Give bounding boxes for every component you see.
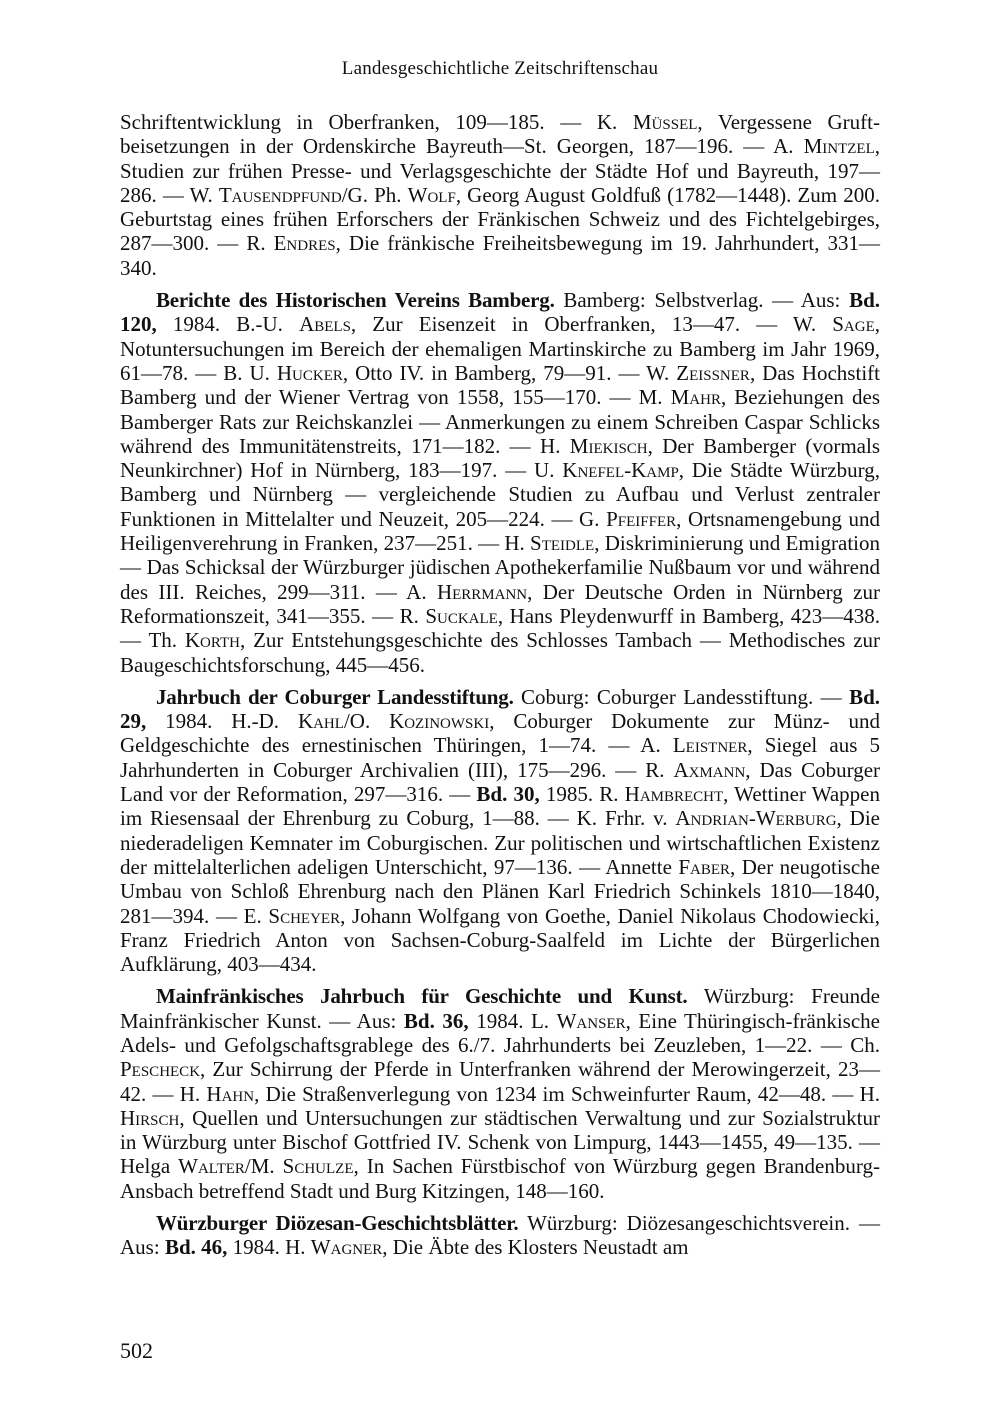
author-name: Wagner (310, 1235, 383, 1260)
journal-title: Mainfränkisches Jahrbuch für Geschichte und Kunst. (156, 984, 688, 1009)
author-name: Wanser (556, 1008, 626, 1033)
bibliography-body (120, 110, 880, 1268)
author-name: Scheyer (268, 903, 341, 928)
author-name: Pescheck (120, 1057, 201, 1082)
author-name: Hucker (276, 360, 343, 385)
entry-text: , Das Coburger Land vor der Reformation, 297—316. — (120, 757, 881, 807)
author-name: Müssel (632, 110, 698, 134)
entry-text: , Quellen und Untersuchungen zur städtischen Verwaltung und zur Sozialstruktur in Würzburg unter Bischof Gottfried IV. Schenk von Limpurg, 1443—1455, 49—135. — Helga (120, 1105, 880, 1179)
author-name: Abels (299, 312, 351, 337)
entry-text: , Zur Entstehungsgeschichte des Schlosses Tambach — Methodisches zur Baugeschichtsforschung, 445—456. (120, 628, 881, 677)
entry-text: Bamberg: Selbstverlag. — Aus: (554, 288, 850, 313)
author-name: Pfeiffer (606, 506, 677, 531)
entry-text: , Die niederadeligen Kemnater im Coburgischen. Zur politischen und wirtschaftlichen Existenz der mittelalterlichen adeligen Unterschicht, 97—136. — Annette (120, 806, 880, 879)
volume-label: Bd. 30, (476, 782, 540, 807)
page-number: 502 (120, 1338, 153, 1363)
entry-text: Würzburg: Diözesangeschichtsverein. — Aus: (120, 1211, 880, 1260)
author-name: Mintzel (803, 134, 875, 159)
author-name: Wolf (407, 182, 456, 207)
author-name: Tausendpfund (218, 182, 342, 207)
entry-text: 1984. L. (468, 1008, 557, 1033)
author-name: Steidle (530, 531, 595, 556)
entry-text: , Der Bamberger (vormals Neunkirchner) Hof in Nürnberg, 183—197. — U. (120, 433, 880, 483)
entry-text: 1984. H. (227, 1235, 311, 1260)
entry-text: , Zur Eisenzeit in Oberfranken, 13—47. — W. (350, 312, 833, 337)
volume-label: Bd. 120, (120, 288, 880, 337)
entry-paragraph-bamberg (120, 288, 880, 677)
entry-text: Schriftentwicklung in Oberfranken, 109—185. — K. (120, 110, 633, 134)
author-name: Kahl (297, 709, 344, 734)
author-name: Endres (273, 231, 336, 256)
journal-title: Würzburger Diözesan-Geschichtsblätter. (156, 1211, 519, 1236)
author-name: Suckale (425, 603, 498, 628)
volume-label: Bd. 46, (164, 1235, 228, 1260)
entry-paragraph-wuerzburg (120, 1211, 880, 1260)
author-name: Kozinowski (389, 709, 490, 734)
entry-text: , Der neugotische Umbau von Schloß Ehrenburg nach den Plänen Karl Friedrich Schinkels 1810—1840, 281—394. — E. (120, 854, 880, 928)
entry-text: , Notuntersuchungen im Bereich der ehemaligen Martinskirche zu Bamberg im Jahr 1969, 61—78. — B. U. (120, 312, 880, 385)
author-name: Hirsch (120, 1105, 180, 1130)
volume-label: Bd. 36, (403, 1008, 469, 1033)
running-head: Landesgeschichtliche Zeitschriftenschau (341, 58, 659, 79)
entry-text: , Beziehungen des Bamberger Rats zur Reichskanzlei — Anmerkungen zu einem Schreiben Caspar Schlicks während des Immunitätenstreits, 171—182. — H. (120, 385, 880, 458)
entry-text: , Studien zur frühen Presse- und Verlagsgeschichte der Städte Hof und Bayreuth, 197—286. — W. (120, 134, 880, 207)
entry-text: , Die Straßenverlegung von 1234 im Schweinfurter Raum, 42—48. — H. (254, 1081, 880, 1106)
author-name: Zeissner (676, 360, 750, 385)
entry-paragraph-mainfranken (120, 984, 880, 1203)
author-name: Korth (184, 628, 240, 653)
author-name: Mahr (670, 385, 721, 410)
entry-text: , Der Deutsche Orden in Nürnberg zur Reformationszeit, 341—355. — R. (120, 579, 880, 628)
entry-text: , Die Städte Würzburg, Bamberg und Nürnberg — vergleichende Studien zu Aufbau und Verlust zentraler Funktionen in Mittelalter und Neuzeit, 205—224. — G. (120, 458, 880, 531)
entry-text: Würzburg: Freunde Mainfränkischer Kunst. — Aus: (120, 984, 880, 1033)
entry-text: Coburg: Coburger Landesstiftung. — (513, 684, 850, 709)
journal-title: Berichte des Historischen Vereins Bamberg. (156, 288, 555, 313)
entry-text: , In Sachen Fürstbischof von Würzburg gegen Brandenburg-Ansbach betreffend Stadt und Burg Kitzingen, 148—160. (120, 1154, 880, 1203)
author-name: Knefel-Kamp (562, 458, 679, 483)
entry-text: 1985. R. (539, 782, 625, 807)
author-name: Sage (832, 312, 875, 337)
entry-paragraph-coburg (120, 685, 880, 977)
journal-title: Jahrbuch der Coburger Landesstiftung. (156, 684, 514, 709)
author-name: Andrian-Werburg (675, 806, 837, 831)
entry-text: , Das Hochstift Bamberg und der Wiener Vertrag von 1558, 155—170. — M. (120, 360, 880, 410)
entry-text: , Diskriminierung und Emigration — Das Schicksal der Würzburger jüdischen Apothekerfamilie Nußbaum vor und während des III. Reiches, 299—311. — A. (120, 531, 880, 604)
entry-text: , Georg August Goldfuß (1782—1448). Zum 200. Geburtstag eines frühen Erforschers der Fränkischen Schweiz und des Fichtelgebirges, 287—300. — R. (120, 182, 880, 256)
entry-text: , Eine Thüringisch-fränkische Adels- und Gefolgschaftsgrablege des 6./7. Jahrhunderts bei Zeuzleben, 1—22. — Ch. (120, 1008, 880, 1057)
entry-text: , Die fränkische Freiheitsbewegung im 19. Jahrhundert, 331—340. (120, 231, 880, 280)
author-name: Herrmann (436, 579, 528, 604)
entry-text: , Zur Schirrung der Pferde in Unterfranken während der Merowingerzeit, 23—42. — H. (120, 1057, 880, 1106)
author-name: Hambrecht (624, 782, 724, 807)
entry-text: , Ortsnamengebung und Heiligenverehrung in Franken, 237—251. — H. (120, 506, 880, 556)
author-name: Miekisch (569, 433, 648, 458)
author-name: Walter (178, 1154, 245, 1179)
entry-text: , Vergessene Gruftbeisetzungen in der Ordenskirche Bayreuth—St. Georgen, 187—196. — A. (120, 110, 881, 159)
entry-text: , Wettiner Wappen im Riesensaal der Ehrenburg zu Coburg, 1—88. — K. Frhr. v. (120, 782, 880, 831)
entry-text: , Johann Wolfgang von Goethe, Daniel Nikolaus Chodowiecki, Franz Friedrich Anton von Sachsen-Coburg-Saalfeld im Lichte der Bürgerlichen Aufklärung, 403—434. (120, 903, 880, 977)
entry-text: , Otto IV. in Bamberg, 79—91. — W. (342, 360, 677, 385)
author-name: Axmann (673, 757, 746, 782)
entry-text: /O. (343, 709, 390, 734)
entry-paragraph-oberfranken (120, 110, 880, 280)
entry-text: 1984. H.-D. (146, 709, 298, 734)
entry-text: , Coburger Dokumente zur Münz- und Geldgeschichte des ernestinischen Thüringen, 1—74. — A. (120, 709, 881, 758)
author-name: Leistner (672, 733, 748, 758)
author-name: Faber (678, 854, 731, 879)
volume-label: Bd. 29, (120, 684, 880, 734)
entry-text: , Siegel aus 5 Jahrhunderten in Coburger Archivalien (III), 175—296. — R. (120, 733, 880, 782)
entry-text: /G. Ph. (341, 182, 408, 207)
entry-text: /M. (244, 1154, 283, 1179)
entry-text: , Hans Pleydenwurff in Bamberg, 423—438. — Th. (120, 603, 880, 653)
author-name: Schulze (282, 1154, 354, 1179)
entry-text: , Die Äbte des Klosters Neustadt am (382, 1235, 689, 1260)
entry-text: 1984. B.-U. (156, 312, 300, 337)
author-name: Hahn (206, 1081, 255, 1106)
